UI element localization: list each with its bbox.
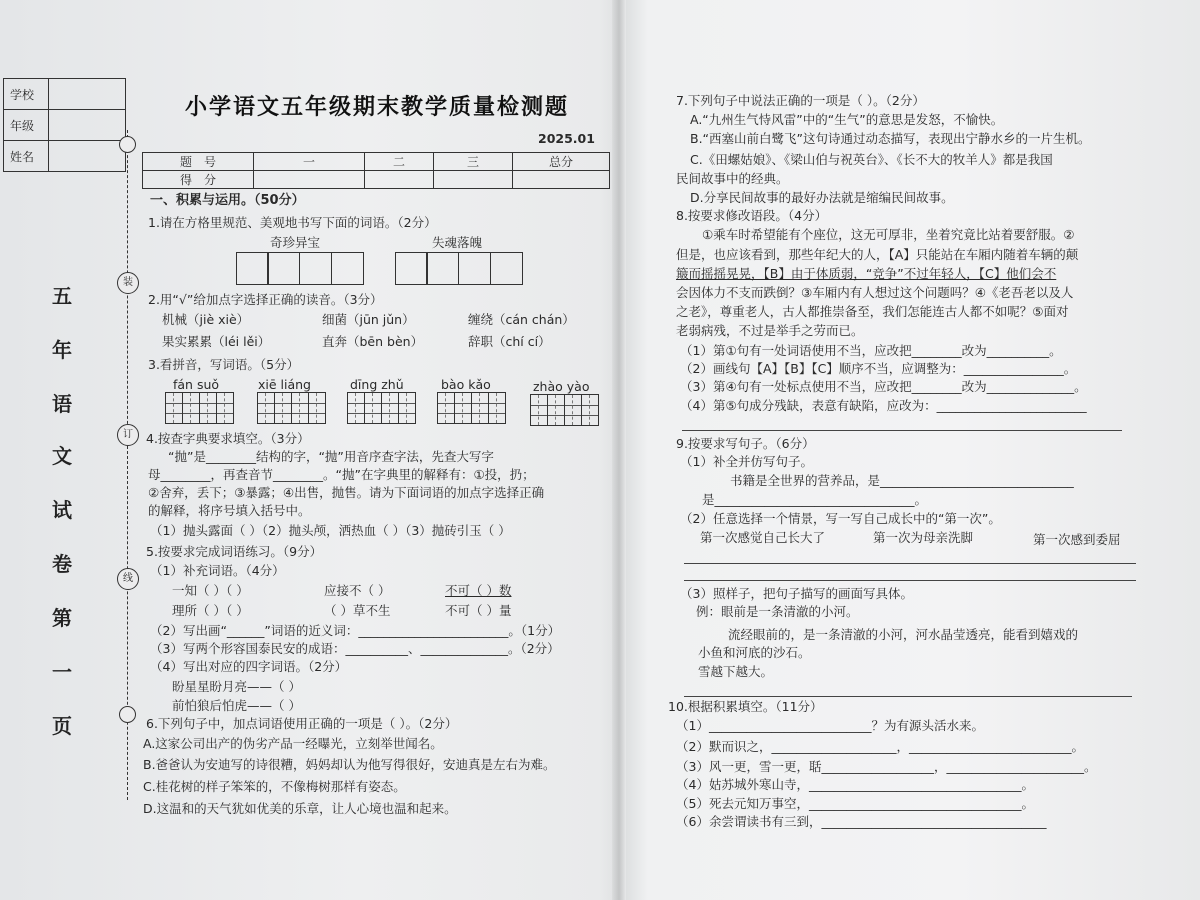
q5-word[interactable]: （ ）草不生 xyxy=(324,603,391,618)
pinyin-grid[interactable] xyxy=(166,392,234,424)
q10-item[interactable]: （2）默而识之，____________________，__________________________。 xyxy=(676,739,1084,754)
binding-ring xyxy=(119,136,136,153)
q3-pinyin: dīng zhǔ xyxy=(350,377,404,392)
grade-field[interactable] xyxy=(49,110,126,141)
q5-sub[interactable]: （2）写出画“______”词语的近义词：________________________。（1分） xyxy=(150,623,561,638)
question-6: 6.下列句子中，加点词语使用正确的一项是（ ）。（2分） xyxy=(146,716,458,731)
pinyin-grid[interactable] xyxy=(438,392,506,424)
pinyin-grid[interactable] xyxy=(531,394,599,426)
score-header: 二 xyxy=(365,153,434,171)
pinyin-grid[interactable] xyxy=(348,392,416,424)
exam-date: 2025.01 xyxy=(538,131,595,146)
question-10: 10.根据积累填空。（11分） xyxy=(668,699,823,714)
score-cell[interactable] xyxy=(365,171,434,189)
info-label-grade: 年级 xyxy=(4,110,49,141)
q4-line: 的解释，将序号填入括号中。 xyxy=(148,503,311,518)
q7-option[interactable]: B.“西塞山前白鹭飞”这句诗通过动态描写，表现出宁静水乡的一片生机。 xyxy=(690,131,1091,146)
q5-word[interactable]: 理所（ ）（ ） xyxy=(172,603,249,618)
q9-choice[interactable]: 第一次感觉自己长大了 xyxy=(700,530,826,545)
q9-choice[interactable]: 第一次为母亲洗脚 xyxy=(873,530,974,545)
q6-option[interactable]: A.这家公司出产的伪劣产品一经曝光，立刻举世闻名。 xyxy=(143,736,443,751)
question-2: 2.用“√”给加点字选择正确的读音。（3分） xyxy=(148,292,383,307)
q8-paragraph-line: 会因体力不支而跌倒？③车厢内有人想过这个问题吗？④《老吾老以及人 xyxy=(676,285,1074,300)
q5-word[interactable]: 一知（ ）（ ） xyxy=(172,583,249,598)
student-info-table xyxy=(3,78,126,172)
q8-sub[interactable]: （1）第①句有一处词语使用不当，应改把________改为__________。 xyxy=(680,343,1062,358)
question-1: 1.请在方格里规范、美观地书写下面的词语。（2分） xyxy=(148,215,437,230)
info-label-school: 学校 xyxy=(4,79,49,110)
writing-grid[interactable] xyxy=(396,252,523,285)
q2-item[interactable]: 机械（jiè xiè） xyxy=(162,312,250,327)
q4-line: ②舍弃，丢下；③暴露；④出售，抛售。请为下面词语的加点字选择正确 xyxy=(148,485,545,500)
answer-line[interactable] xyxy=(684,563,1136,564)
score-table xyxy=(142,152,610,189)
q5-sub: （1）补充词语。（4分） xyxy=(150,563,285,578)
q8-paragraph-line: 簸而摇摇晃晃，【B】由于体质弱，“竞争”不过年轻人，【C】他们会不 xyxy=(676,266,1057,281)
name-field[interactable] xyxy=(49,141,126,172)
side-char: 年 xyxy=(52,338,72,362)
q4-line: “抛”是________结构的字，“抛”用音序查字法，先查大写字 xyxy=(168,449,494,464)
side-char: 五 xyxy=(52,284,72,308)
q7-option-cont: 民间故事中的经典。 xyxy=(676,171,789,186)
q6-option[interactable]: D.这温和的天气犹如优美的乐章，让人心境也温和起来。 xyxy=(143,801,457,816)
answer-line[interactable] xyxy=(682,430,1122,431)
info-label-name: 姓名 xyxy=(4,141,49,172)
q6-option[interactable]: B.爸爸认为安迪写的诗很糟，妈妈却认为他写得很好，安迪真是左右为难。 xyxy=(143,757,556,772)
q10-item[interactable]: （5）死去元知万事空，__________________________________。 xyxy=(676,796,1034,811)
q2-item[interactable]: 缠绕（cán chán） xyxy=(468,312,575,327)
section-heading: 一、积累与运用。（50分） xyxy=(150,193,305,208)
q5-word[interactable]: 不可（ ）数 xyxy=(445,583,512,598)
q7-option[interactable]: A.“九州生气恃风雷”中的“生气”的意思是发怒，不愉快。 xyxy=(690,112,1004,127)
score-header: 三 xyxy=(434,153,513,171)
q1-word: 奇珍异宝 xyxy=(270,235,321,250)
q7-option[interactable]: C.《田螺姑娘》、《梁山伯与祝英台》、《长不大的牧羊人》都是我国 xyxy=(690,152,1053,167)
q5-pair[interactable]: 前怕狼后怕虎——（ ） xyxy=(172,698,301,713)
q2-item[interactable]: 辞职（chí cí） xyxy=(468,334,551,349)
page-fold xyxy=(612,0,626,900)
answer-line[interactable] xyxy=(684,696,1132,697)
q9-example: 小鱼和河底的沙石。 xyxy=(698,645,811,660)
side-char: 语 xyxy=(52,392,72,416)
q8-paragraph-line: 但是，也应该看到，那些年纪大的人，【A】只能站在车厢内随着车辆的颠 xyxy=(676,247,1079,262)
score-cell[interactable] xyxy=(254,171,365,189)
q2-item[interactable]: 细菌（jūn jǔn） xyxy=(322,312,415,327)
binding-label: 订 xyxy=(117,424,139,446)
q3-pinyin: xiē liáng xyxy=(258,377,311,392)
q10-item[interactable]: （4）姑苏城外寒山寺，__________________________________。 xyxy=(676,777,1034,792)
q9-sub: （2）任意选择一个情景，写一写自己成长中的“第一次”。 xyxy=(680,511,1001,526)
q10-item[interactable]: （3）风一更，雪一更，聒__________________，______________________。 xyxy=(676,759,1097,774)
q8-sub[interactable]: （3）第④句有一处标点使用不当，应改把________改为______________。 xyxy=(680,379,1087,394)
q10-item[interactable]: （6）余尝谓读书有三到，____________________________________ xyxy=(676,814,1047,829)
q8-sub[interactable]: （4）第⑤句成分残缺，表意有缺陷，应改为：________________________ xyxy=(680,398,1087,413)
pinyin-grid[interactable] xyxy=(258,392,326,424)
question-7: 7.下列句子中说法正确的一项是（ ）。（2分） xyxy=(676,93,925,108)
score-cell[interactable] xyxy=(513,171,610,189)
score-header: 一 xyxy=(254,153,365,171)
q9-sub: （1）补全并仿写句子。 xyxy=(680,454,813,469)
q8-paragraph-line: 老弱病残，不过是举手之劳而已。 xyxy=(676,323,864,338)
question-8: 8.按要求修改语段。（4分） xyxy=(676,208,828,223)
q5-word[interactable]: 不可（ ）量 xyxy=(445,603,512,618)
q9-choice[interactable]: 第一次感到委屈 xyxy=(1033,532,1121,547)
q9-line[interactable]: 是________________________________。 xyxy=(702,492,928,507)
answer-line[interactable] xyxy=(684,580,1136,581)
side-char: 卷 xyxy=(52,552,72,576)
score-header: 题 号 xyxy=(143,153,254,171)
q8-paragraph-line: ①乘车时希望能有个座位，这无可厚非，坐着究竟比站着要舒服。② xyxy=(702,227,1075,242)
question-5: 5.按要求完成词语练习。（9分） xyxy=(146,544,323,559)
q6-option[interactable]: C.桂花树的样子笨笨的，不像梅树那样有姿态。 xyxy=(143,779,406,794)
binding-label: 装 xyxy=(117,272,139,294)
binding-ring xyxy=(119,706,136,723)
q4-line: 母________，再查音节________。“抛”在字典里的解释有：①投，扔； xyxy=(148,467,535,482)
q8-paragraph-line: 之老》，尊重老人，古人都推崇备至，我们怎能连古人都不如呢？⑤面对 xyxy=(676,304,1069,319)
q1-word: 失魂落魄 xyxy=(432,235,483,250)
q5-word[interactable]: 应接不（ ） xyxy=(324,583,391,598)
q5-sub[interactable]: （3）写两个形容国泰民安的成语：__________、______________。（2分） xyxy=(150,641,560,656)
q3-pinyin: bào kǎo xyxy=(441,377,491,392)
q9-example: 流经眼前的，是一条清澈的小河，河水晶莹透亮，能看到嬉戏的 xyxy=(728,627,1079,642)
q9-line[interactable]: 书籍是全世界的营养品，是_______________________________ xyxy=(730,473,1074,488)
writing-grid[interactable] xyxy=(237,252,364,285)
q2-item[interactable]: 果实累累（léi lěi） xyxy=(162,334,271,349)
side-char: 页 xyxy=(52,714,72,738)
binding-line xyxy=(127,130,128,800)
question-3: 3.看拼音，写词语。（5分） xyxy=(148,357,300,372)
q4-line: （1）抛头露面（ ）（2）抛头颅，洒热血（ ）（3）抛砖引玉（ ） xyxy=(150,523,511,538)
q8-sub[interactable]: （2）画线句【A】【B】【C】顺序不当，应调整为：________________。 xyxy=(680,361,1077,376)
q9-task: 雪越下越大。 xyxy=(698,664,774,679)
q2-item[interactable]: 直奔（bēn bèn） xyxy=(322,334,424,349)
school-field[interactable] xyxy=(49,79,126,110)
score-row-label: 得 分 xyxy=(143,171,254,189)
side-char: 一 xyxy=(52,660,72,684)
side-char: 文 xyxy=(52,444,72,468)
q5-sub: （4）写出对应的四字词语。（2分） xyxy=(150,659,348,674)
q5-pair[interactable]: 盼星星盼月亮——（ ） xyxy=(172,679,301,694)
q3-pinyin: zhào yào xyxy=(533,379,590,394)
side-char: 第 xyxy=(52,606,72,630)
page-title: 小学语文五年级期末教学质量检测题 xyxy=(185,95,570,120)
question-4: 4.按查字典要求填空。（3分） xyxy=(146,431,310,446)
binding-label: 线 xyxy=(117,568,139,590)
q3-pinyin: fán suǒ xyxy=(173,377,220,392)
q9-sub: （3）照样子，把句子描写的画面写具体。 xyxy=(680,586,913,601)
side-char: 试 xyxy=(52,498,72,522)
q10-item[interactable]: （1）__________________________？为有源头活水来。 xyxy=(676,718,984,733)
question-9: 9.按要求写句子。（6分） xyxy=(676,436,815,451)
score-cell[interactable] xyxy=(434,171,513,189)
q9-example: 例：眼前是一条清澈的小河。 xyxy=(696,604,859,619)
q7-option[interactable]: D.分享民间故事的最好办法就是缩编民间故事。 xyxy=(690,190,954,205)
score-header: 总分 xyxy=(513,153,610,171)
